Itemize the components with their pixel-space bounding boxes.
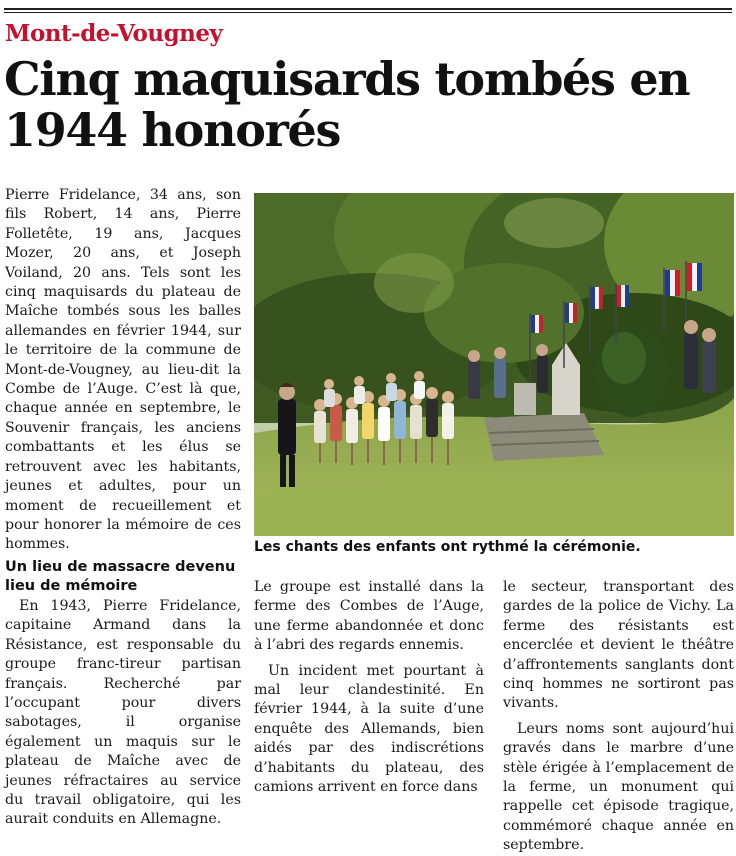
photo-caption: Les chants des enfants ont rythmé la cérémonie.: [254, 539, 641, 555]
top-rule-thin: [4, 12, 732, 13]
column-3-body: [503, 578, 734, 856]
article-headline: Cinq maquisards tombés en 1944 honorés: [4, 52, 690, 157]
paragraph-3: Un incident met pourtant à mal leur clandestinité. En février 1944, à la suite d’une enquête des Allemands, bien aidés par des indiscrétions d’habitants du plateau, des camions arrivent en force dans: [254, 662, 484, 796]
paragraph-1: En 1943, Pierre Fridelance, capitaine Armand dans la Résistance, est responsable du groupe franc-tireur partisan français. Recherché par l’occupant pour divers sabotages, il organise également un maquis sur le plateau de Maîche avec de jeunes réfractaires au service du travail obligatoire, qui les aurait conduits en Allemagne.: [5, 598, 241, 828]
column-1-body: [5, 597, 241, 830]
top-rule: [4, 8, 732, 10]
location-kicker: Mont-de-Vougney: [5, 20, 223, 47]
column-2-body: [254, 578, 484, 797]
paragraph-4: Leurs noms sont aujourd’hui gravés dans le marbre d’une stèle érigée à l’emplacement de la ferme, un monument qui rappelle cet épisode tragique, commémoré chaque année en septembre.: [503, 720, 734, 854]
paragraph-2: Le groupe est installé dans la ferme des Combes de l’Auge, une ferme abandonnée et donc à l’abri des regards ennemis.: [254, 579, 484, 654]
section-subheading: Un lieu de massacre devenu lieu de mémoire: [5, 559, 236, 594]
intro-paragraph: Pierre Fridelance, 34 ans, son fils Robert, 14 ans, Pierre Folletête, 19 ans, Jacques Mozer, 20 ans, et Joseph Voiland, 20 ans. Tels sont les cinq maquisards du plateau de Maîche tombés sous les balles allemandes en février 1944, sur le territoire de la commune de Mont-de-Vougney, au lieu-dit la Combe de l’Auge. C’est là que, chaque année en septembre, le Souvenir français, les anciens combattants et les élus se retrouvent avec les habitants, jeunes et adultes, pour un moment de recueillement et pour honorer la mémoire de ces hommes.: [5, 187, 241, 553]
paragraph-3-continued: le secteur, transportant des gardes de la police de Vichy. La ferme des résistants est encerclée et devient le théâtre d’affrontements sanglants dont cinq hommes ne sortiront pas vivants.: [503, 579, 734, 712]
ceremony-photo-illustration: [254, 193, 734, 536]
intro-column: [5, 186, 241, 555]
ceremony-photo: [254, 193, 734, 536]
